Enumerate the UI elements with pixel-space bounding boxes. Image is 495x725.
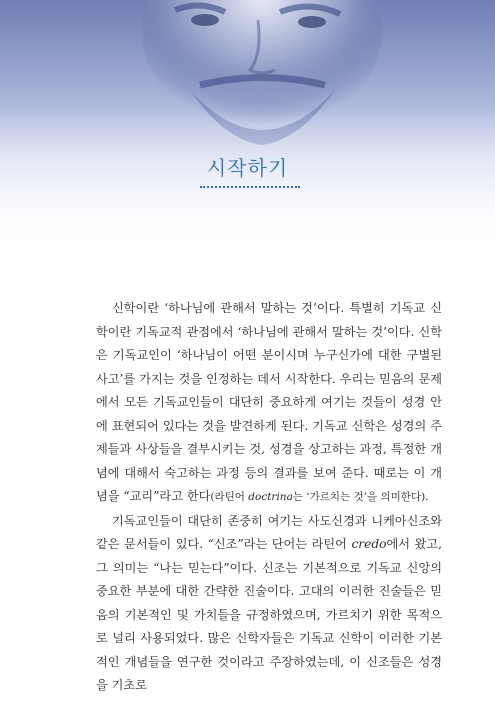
paragraph-2 [96, 510, 442, 698]
paragraph-1-note-term: doctrina [248, 491, 293, 503]
paragraph-2-text-a: 기독교인들이 대단히 존중히 여기는 사도신경과 니케아신조와 같은 문서들이 있다. “신조”라는 단어는 라틴어 [96, 513, 442, 551]
header-portrait-art [0, 0, 495, 250]
paragraph-1 [96, 297, 442, 510]
paragraph-1-note-open: (라틴어 [210, 491, 249, 503]
body-text [96, 297, 442, 698]
paragraph-1-text: 신학이란 ‘하나님에 관해서 말하는 것’이다. 특별히 기독교 신학이란 기독교적 관점에서 ‘하나님에 관해서 말하는 것’이다. 신학은 기독교인이 ‘하나님이 어떤 분이시며 누구신가에 대한 구별된 사고’를 가지는 것을 인정하는 데서 시작한다. 우리는 믿음의 문제에서 모든 기독교인들이 대단히 중요하게 여기는 것들이 성경 안에 표현되어 있다는 것을 발견하게 된다. 기독교 신학은 성경의 주제들과 사상들을 결부시키는 것, 성경을 상고하는 과정, 특정한 개념에 대해서 숙고하는 과정 등의 결과를 보여 준다. 때로는 이 개념을 “교리”라고 한다 [96, 301, 442, 503]
paragraph-2-term: credo [351, 537, 387, 551]
portrait-illustration [0, 0, 495, 250]
paragraph-1-note-close: 는 ‘가르치는 것’을 의미한다). [292, 491, 429, 503]
paragraph-2-text-b: 에서 왔고, 그 의미는 “나는 믿는다”이다. 신조는 기본적으로 기독교 신앙의 중요한 부분에 대한 간략한 진술이다. 고대의 이러한 진술들은 믿음의 기본적인 및 가치들을 규정하였으며, 가르치기 위한 목적으로 널리 사용되었다. 많은 신학자들은 기독교 신학이 이러한 기본적인 개념들을 연구한 것이라고 주장하였는데, 이 신조들은 성경을 기초로 [96, 537, 443, 692]
chapter-title: 시작하기 [206, 156, 289, 180]
title-dotted-rule [200, 186, 300, 188]
